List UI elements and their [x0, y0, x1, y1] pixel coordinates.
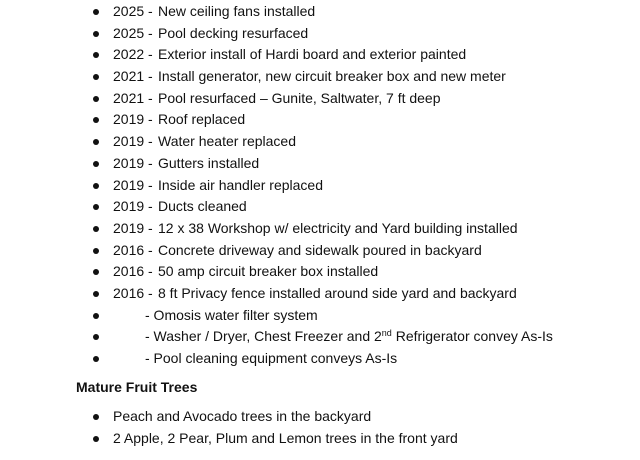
- list-item: [0, 131, 640, 153]
- item-year: 2016 -: [113, 263, 153, 280]
- list-item: [0, 218, 640, 240]
- item-text: Inside air handler replaced: [158, 176, 323, 193]
- item-year: 2019 -: [113, 198, 153, 215]
- list-item: [0, 261, 640, 283]
- bullet-icon: [93, 269, 99, 275]
- item-text-part: - Washer / Dryer, Chest Freezer and 2: [145, 328, 382, 345]
- item-year: 2021 -: [113, 89, 153, 106]
- item-text: [145, 326, 553, 348]
- item-text: Ducts cleaned: [158, 198, 247, 215]
- list-item: [0, 283, 640, 305]
- list-item: [0, 66, 640, 88]
- item-text: New ceiling fans installed: [158, 3, 316, 19]
- item-year: 2025 -: [113, 24, 153, 41]
- item-text: 50 amp circuit breaker box installed: [158, 263, 379, 280]
- item-text: - Omosis water filter system: [145, 306, 318, 323]
- list-item: [0, 175, 640, 197]
- bullet-icon: [93, 9, 99, 15]
- item-text: Install generator, new circuit breaker box and new meter: [158, 68, 506, 85]
- item-text: 8 ft Privacy fence installed around side yard and backyard: [158, 284, 517, 301]
- item-text-part: Refrigerator convey As-Is: [391, 328, 553, 345]
- item-text: Peach and Avocado trees in the backyard: [113, 408, 372, 424]
- bullet-icon: [93, 356, 99, 362]
- bullet-icon: [93, 414, 99, 420]
- list-item: [0, 428, 640, 450]
- bullet-icon: [93, 117, 99, 123]
- item-year: 2021 -: [113, 68, 153, 85]
- list-item: [0, 153, 640, 175]
- item-text: - Pool cleaning equipment conveys As-Is: [145, 350, 398, 366]
- ordinal-suffix: nd: [381, 328, 392, 339]
- item-year: 2019 -: [113, 219, 153, 236]
- item-text: 12 x 38 Workshop w/ electricity and Yard building installed: [158, 219, 518, 236]
- item-text: Water heater replaced: [158, 133, 296, 150]
- bullet-icon: [93, 291, 99, 297]
- list-item: [0, 326, 640, 348]
- list-item: [0, 44, 640, 66]
- improvements-list: [0, 1, 640, 370]
- item-year: 2025 -: [113, 3, 153, 19]
- bullet-icon: [93, 436, 99, 442]
- item-year: 2016 -: [113, 284, 153, 301]
- bullet-icon: [93, 226, 99, 232]
- bullet-icon: [93, 96, 99, 102]
- list-item: [0, 1, 640, 23]
- bullet-icon: [93, 74, 99, 80]
- bullet-icon: [93, 313, 99, 319]
- item-text: Roof replaced: [158, 111, 246, 128]
- list-item: [0, 88, 640, 110]
- list-item: [0, 406, 640, 428]
- bullet-icon: [93, 204, 99, 210]
- item-text: Gutters installed: [158, 154, 260, 171]
- item-text: 2 Apple, 2 Pear, Plum and Lemon trees in the front yard: [113, 429, 458, 446]
- list-item: [0, 240, 640, 262]
- list-item: [0, 23, 640, 45]
- bullet-icon: [93, 334, 99, 340]
- item-text: Pool decking resurfaced: [158, 24, 309, 41]
- bullet-icon: [93, 139, 99, 145]
- item-year: 2019 -: [113, 154, 153, 171]
- bullet-icon: [93, 31, 99, 37]
- bullet-icon: [93, 183, 99, 189]
- item-year: 2019 -: [113, 111, 153, 128]
- list-item: [0, 305, 640, 327]
- item-text: Exterior install of Hardi board and exterior painted: [158, 46, 467, 63]
- list-item: [0, 348, 640, 370]
- bullet-icon: [93, 161, 99, 167]
- item-year: 2022 -: [113, 46, 153, 63]
- item-text: Pool resurfaced – Gunite, Saltwater, 7 ft deep: [158, 89, 441, 106]
- section-heading: Mature Fruit Trees: [76, 379, 198, 395]
- item-text: Concrete driveway and sidewalk poured in backyard: [158, 241, 482, 258]
- item-year: 2019 -: [113, 176, 153, 193]
- item-year: 2019 -: [113, 133, 153, 150]
- fruit-trees-list: [0, 406, 640, 449]
- bullet-icon: [93, 248, 99, 254]
- list-item: [0, 196, 640, 218]
- bullet-icon: [93, 52, 99, 58]
- item-year: 2016 -: [113, 241, 153, 258]
- list-item: [0, 109, 640, 131]
